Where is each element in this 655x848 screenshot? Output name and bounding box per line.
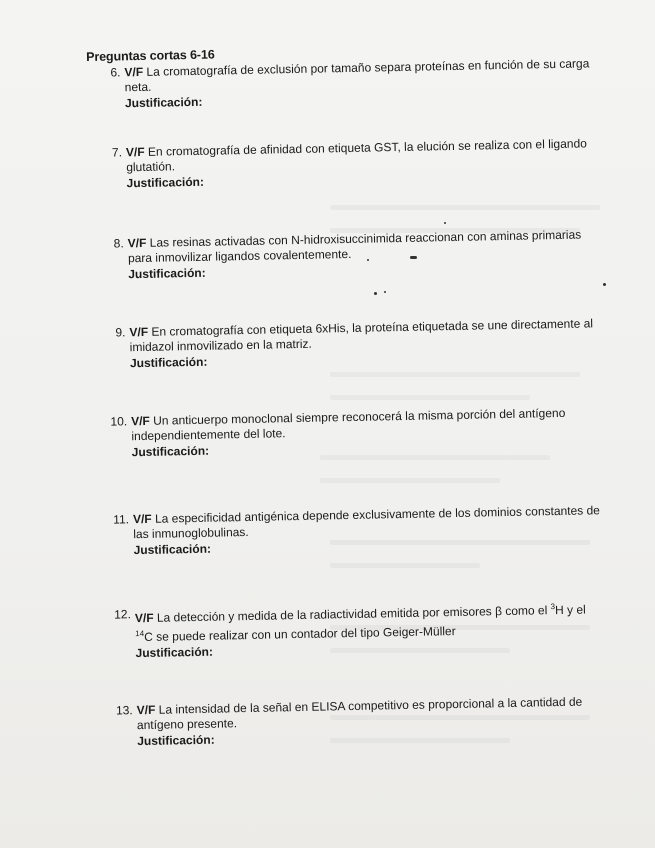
vf-label: V/F [127, 235, 147, 251]
justification-label: Justificación: [131, 443, 210, 460]
question-number: 6. [110, 65, 121, 80]
question-13 [99, 694, 605, 750]
justification-label: Justificación: [124, 94, 203, 111]
question-text-part: C se puede realizar con un contador del tipo Geiger-Müller [144, 624, 456, 644]
question-number: 9. [115, 325, 126, 340]
justification-label: Justificación: [137, 732, 215, 749]
bleed-through-line [330, 563, 480, 568]
question-number: 12. [114, 607, 131, 622]
question-text: Un anticuerpo monoclonal siempre reconocerá la misma porción del antígeno independientemente del lote. [131, 405, 566, 444]
question-number: 7. [111, 145, 123, 160]
question-text: La cromatografía de exclusión por tamaño separa proteínas en función de su carga neta. [124, 56, 590, 95]
question-6 [86, 56, 592, 112]
stray-mark [374, 292, 377, 295]
justification-label: Justificación: [135, 644, 214, 661]
isotope-mass-number: 14 [135, 628, 145, 639]
bleed-through-line [330, 395, 530, 400]
question-text-part: H y el [554, 602, 586, 618]
justification-label: Justificación: [126, 174, 205, 191]
vf-label: V/F [124, 64, 144, 80]
bleed-through-line [320, 478, 500, 483]
justification-label: Justificación: [128, 265, 206, 282]
vf-label: V/F [134, 610, 154, 626]
question-text-part: La detección y medida de la radiactividad emitida por emisores β como el [156, 603, 551, 625]
bleed-through-line [330, 205, 600, 210]
justification-label: Justificación: [133, 541, 212, 558]
question-7 [88, 136, 594, 192]
stray-mark [603, 283, 606, 286]
question-number: 11. [113, 512, 130, 527]
question-12 [97, 598, 603, 662]
section-title: Preguntas cortas 6-16 [86, 47, 215, 64]
question-11 [95, 503, 601, 559]
isotope-mass-number: 3 [550, 602, 556, 612]
question-text: La especificidad antigénica depende exclusivamente de los dominios constantes de las inmunoglobulinas. [133, 503, 601, 542]
bleed-through-line [330, 372, 580, 377]
question-text: Las resinas activadas con N-hidroxisuccinimida reaccionan con aminas primarias para inmovilizar ligandos covalentemente. [127, 227, 582, 266]
question-number: 10. [110, 414, 128, 429]
stray-mark [384, 291, 386, 293]
vf-label: V/F [125, 144, 145, 160]
question-text: La intensidad de la señal en ELISA competitivo es proporcional a la cantidad de antígeno presente. [136, 694, 583, 733]
vf-label: V/F [132, 511, 152, 527]
justification-label: Justificación: [129, 354, 208, 371]
stray-mark [444, 222, 446, 224]
vf-label: V/F [129, 324, 149, 340]
question-10 [93, 405, 599, 461]
question-number: 13. [115, 703, 133, 718]
question-text: En cromatografía con etiqueta 6xHis, la proteína etiquetada se une directamente al imidazol inmovilizado en la matriz. [129, 316, 594, 355]
question-9 [91, 316, 597, 372]
vf-label: V/F [131, 413, 150, 429]
question-sheet [86, 40, 606, 749]
vf-label: V/F [136, 702, 156, 718]
question-text: En cromatografía de afinidad con etiqueta GST, la elución se realiza con el ligando glutatión. [126, 136, 587, 175]
question-8 [90, 227, 596, 283]
question-number: 8. [113, 236, 124, 251]
